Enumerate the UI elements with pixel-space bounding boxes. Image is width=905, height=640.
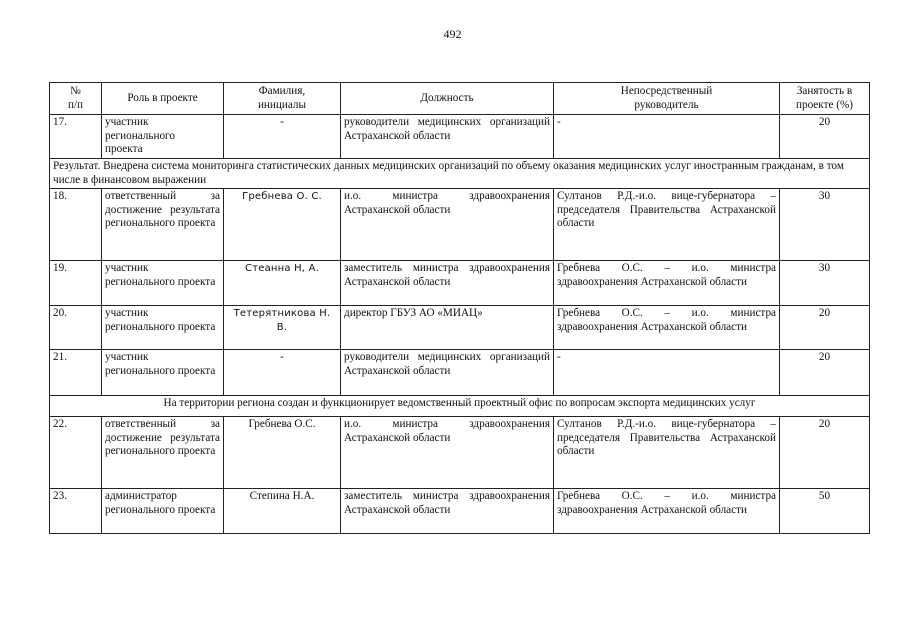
row-position: и.о. министра здравоохранения Астраханской области [341, 189, 554, 261]
row-number: 17. [50, 115, 102, 159]
result-text: На территории региона создан и функционирует ведомственный проектный офис по вопросам экспорта медицинских услуг [50, 396, 870, 417]
table-row [50, 417, 870, 489]
row-role: ответственный за достижение результата регионального проекта [102, 417, 224, 489]
row-position: заместитель министра здравоохранения Астраханской области [341, 489, 554, 534]
row-load: 20 [780, 417, 870, 489]
row-load: 30 [780, 261, 870, 306]
row-load: 20 [780, 115, 870, 159]
row-supervisor: Гребнева О.С. – и.о. министра здравоохранения Астраханской области [554, 261, 780, 306]
row-position: и.о. министра здравоохранения Астраханской области [341, 417, 554, 489]
row-supervisor: - [554, 350, 780, 396]
result-row [50, 158, 870, 188]
row-role: участник регионального проекта [102, 261, 224, 306]
row-name: Гребнева О.С. [224, 417, 341, 489]
row-load: 20 [780, 306, 870, 350]
header-name: Фамилия, инициалы [224, 83, 341, 115]
row-role: администратор регионального проекта [102, 489, 224, 534]
row-role: ответственный за достижение результата регионального проекта [102, 189, 224, 261]
row-supervisor: Гребнева О.С. – и.о. министра здравоохранения Астраханской области [554, 489, 780, 534]
table-row [50, 350, 870, 396]
row-position: директор ГБУЗ АО «МИАЦ» [341, 306, 554, 350]
row-load: 20 [780, 350, 870, 396]
table-row [50, 306, 870, 350]
row-position: руководители медицинских организаций Астраханской области [341, 115, 554, 159]
row-number: 21. [50, 350, 102, 396]
row-position: руководители медицинских организаций Астраханской области [341, 350, 554, 396]
result-row [50, 396, 870, 417]
row-supervisor: Султанов Р.Д.-и.о. вице-губернатора – председателя Правительства Астраханской области [554, 417, 780, 489]
row-load: 30 [780, 189, 870, 261]
header-load: Занятость в проекте (%) [780, 83, 870, 115]
row-role: участник регионального проекта [102, 115, 224, 159]
header-supervisor: Непосредственный руководитель [554, 83, 780, 115]
row-name: Стеанна Н, А. [245, 263, 319, 275]
result-text: Результат. Внедрена система мониторинга статистических данных медицинских организаций по объему оказания медицинских услуг иностранным гражданам, в том числе в финансовом выражении [50, 158, 870, 188]
row-supervisor: Султанов Р.Д.-и.о. вице-губернатора – председателя Правительства Астраханской области [554, 189, 780, 261]
row-name: - [224, 115, 341, 159]
row-name: Тетерятникова Н. В. [233, 308, 331, 333]
row-name: - [224, 350, 341, 396]
table-header-row [50, 83, 870, 115]
row-number: 19. [50, 261, 102, 306]
header-position: Должность [341, 83, 554, 115]
table-row [50, 261, 870, 306]
project-team-table [49, 82, 870, 534]
row-number: 18. [50, 189, 102, 261]
row-name: Степина Н.А. [224, 489, 341, 534]
table-row [50, 489, 870, 534]
row-supervisor: Гребнева О.С. – и.о. министра здравоохранения Астраханской области [554, 306, 780, 350]
table-row [50, 115, 870, 159]
row-supervisor: - [554, 115, 780, 159]
row-role: участник регионального проекта [102, 350, 224, 396]
row-number: 22. [50, 417, 102, 489]
row-number: 23. [50, 489, 102, 534]
row-load: 50 [780, 489, 870, 534]
row-role: участник регионального проекта [102, 306, 224, 350]
page-number: 492 [443, 27, 462, 41]
row-number: 20. [50, 306, 102, 350]
row-position: заместитель министра здравоохранения Астраханской области [341, 261, 554, 306]
row-name: Гребнева О. С. [242, 191, 322, 203]
header-number: № п/п [50, 83, 102, 115]
table-row [50, 189, 870, 261]
header-role: Роль в проекте [102, 83, 224, 115]
